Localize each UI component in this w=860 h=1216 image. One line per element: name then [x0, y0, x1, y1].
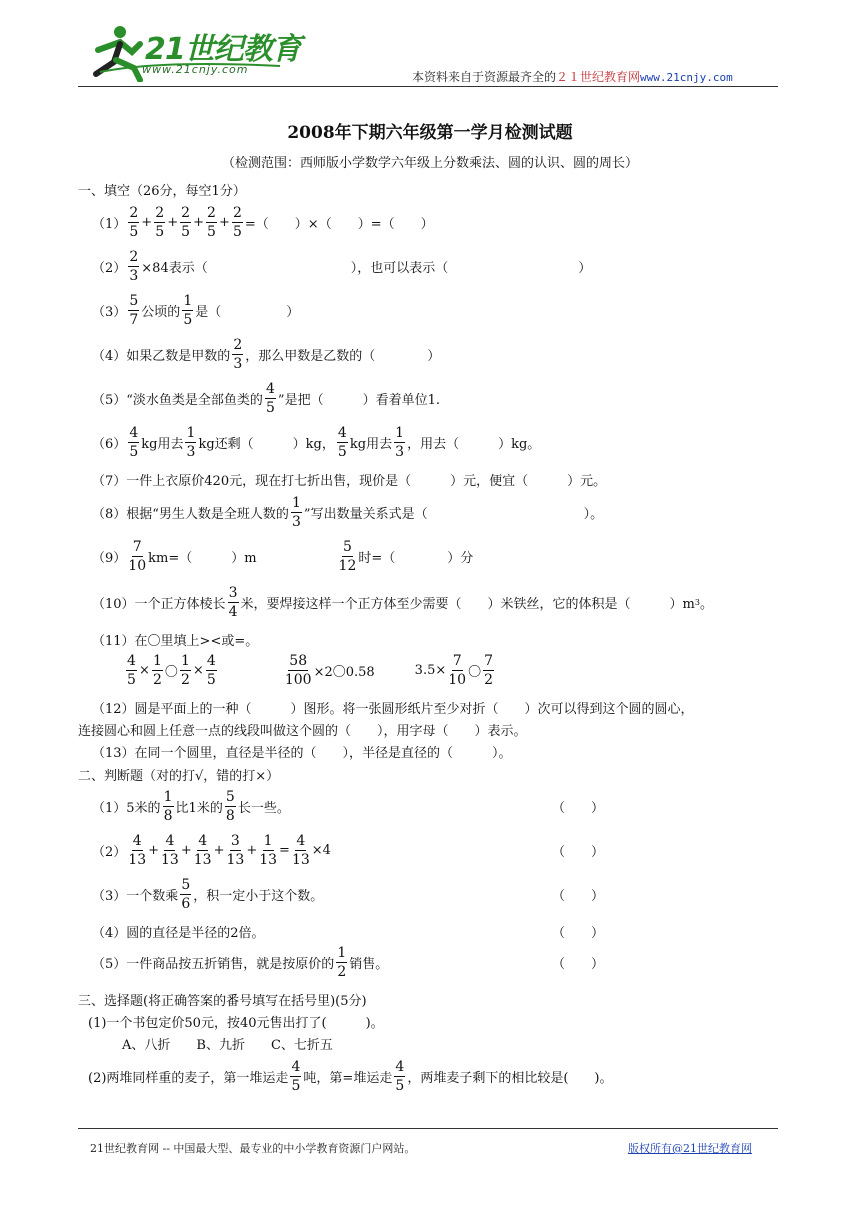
section-heading-fill: 一、填空（26分，每空1分） [78, 183, 246, 199]
fraction: $\frac{4}{5}$ [127, 652, 136, 688]
fraction: $\frac{2}{3}$ [233, 336, 243, 372]
fill-question-12-line-2: 连接圆心和圆上任意一点的线段叫做这个圆的（ ），用字母（ ）表示。 [78, 723, 527, 739]
section-heading-judge: 二、判断题（对的打√，错的打×） [78, 768, 280, 784]
judge-answer-5[interactable]: （ ） [552, 956, 605, 972]
judge-question-3: （3）一个数乘 $\frac{5}{6}$ ，积一定小于这个数。 [92, 876, 324, 912]
fraction: $\frac{4}{13}$ [128, 832, 147, 868]
judge-question-4: （4）圆的直径是半径的2倍。 [92, 925, 265, 941]
fraction: $\frac{4}{13}$ [161, 832, 179, 868]
judge-question-2: （2） $\frac{4}{13}$ + $\frac{4}{13}$ + $\frac{4}{13}$ + $\frac{3}{13}$ + $\frac{1}{13}$ = $\frac{4}{13}$ ×4 [92, 832, 331, 868]
fraction: $\frac{1}{5}$ [183, 292, 193, 328]
fraction: $\frac{1}{2}$ [337, 944, 347, 980]
judge-answer-1[interactable]: （ ） [552, 800, 605, 816]
fill-question-5: （5）“淡水鱼类是全部鱼类的 $\frac{4}{5}$ ”是把（ ）看着单位1. [92, 380, 440, 416]
fraction: $\frac{1}{3}$ [291, 494, 301, 530]
footer-copyright-link[interactable]: 版权所有@21世纪教育网 [628, 1142, 752, 1155]
choice-question-1-options: A、八折 B、九折 C、七折五 [122, 1037, 333, 1053]
fill-question-11: （11）在〇里填上> <或=。 [92, 633, 259, 649]
fraction: $\frac{2}{5}$ [232, 204, 242, 240]
fraction: $\frac{5}{8}$ [225, 788, 235, 824]
fraction: $\frac{3}{4}$ [228, 584, 238, 620]
fraction: $\frac{1}{3}$ [186, 424, 196, 460]
header-note: 本资料来自于资源最齐全的２１世纪教育网www.21cnjy.com [412, 70, 733, 84]
fill-question-1: （1） $\frac{2}{5}$ + $\frac{2}{5}$ + $\frac{2}{5}$ + $\frac{2}{5}$ + $\frac{2}{5}$ =（ ）×（ ）=（ ） [92, 204, 434, 240]
fill-question-8: （8）根据“男生人数是全班人数的 $\frac{1}{3}$ ”写出数量关系式是（ ）。 [92, 494, 604, 530]
fraction: $\frac{2}{5}$ [155, 204, 165, 240]
page-header [0, 0, 860, 100]
fill-question-11-items: $\frac{4}{5}$ × $\frac{1}{2}$ 〇 $\frac{1}{2}$ × $\frac{4}{5}$ $\frac{58}{100}$ ×2〇0.58 3.5× $\frac{7}{10}$ 〇 $\frac{7}{2}$ [127, 652, 494, 688]
footer-divider [78, 1128, 778, 1129]
fraction: $\frac{2}{3}$ [129, 248, 139, 284]
choice-question-2: (2)两堆同样重的麦子，第一堆运走 $\frac{4}{5}$ 吨，第=堆运走 $\frac{4}{5}$ ，两堆麦子剩下的相比较是( )。 [88, 1058, 613, 1094]
fraction: $\frac{7}{10}$ [448, 652, 467, 688]
header-site-name: ２１世纪教育网 [556, 70, 641, 84]
fraction: $\frac{3}{13}$ [226, 832, 245, 868]
fraction: $\frac{7}{10}$ [128, 538, 147, 574]
fill-question-2: （2） $\frac{2}{3}$ ×84表示（ ），也可以表示（ ） [92, 248, 592, 284]
logo-url: www.21cnjy.com [142, 63, 249, 76]
fraction: $\frac{4}{5}$ [291, 1058, 301, 1094]
judge-answer-4[interactable]: （ ） [552, 925, 605, 941]
fraction: $\frac{4}{5}$ [265, 380, 275, 416]
header-divider [78, 86, 778, 87]
choice-question-1: (1)一个书包定价50元，按40元售出打了( )。 [88, 1015, 384, 1031]
fraction: $\frac{5}{7}$ [129, 292, 139, 328]
section-heading-choice: 三、选择题(将正确答案的番号填写在括号里)(5分) [78, 993, 367, 1009]
fraction: $\frac{1}{8}$ [163, 788, 173, 824]
judge-question-5: （5）一件商品按五折销售，就是按原价的 $\frac{1}{2}$ 销售。 [92, 944, 389, 980]
fill-question-6: （6） $\frac{4}{5}$ kg用去 $\frac{1}{3}$ kg还剩（ ）kg， $\frac{4}{5}$ kg用去 $\frac{1}{3}$ ，用去（ ）kg。 [92, 424, 541, 460]
fill-question-12-line-1: （12）圆是平面上的一种（ ）图形。将一张圆形纸片至少对折（ ）次可以得到这个圆的圆心， [92, 701, 694, 717]
page-subtitle: （检测范围：西师版小学数学六年级上分数乘法、圆的认识、圆的周长） [221, 156, 638, 171]
fill-question-13: （13）在同一个圆里，直径是半径的（ ），半径是直径的（ ）。 [92, 745, 512, 761]
fraction: $\frac{2}{5}$ [181, 204, 191, 240]
logo-text: 21世纪教育 [145, 32, 301, 67]
judge-answer-3[interactable]: （ ） [552, 888, 605, 904]
fraction: $\frac{58}{100}$ [284, 652, 312, 688]
page-title: 2008年下期六年级第一学月检测试题 [287, 123, 573, 143]
fill-question-4: （4）如果乙数是甲数的 $\frac{2}{3}$ ，那么甲数是乙数的（ ） [92, 336, 441, 372]
fraction: $\frac{4}{5}$ [129, 424, 139, 460]
fraction: $\frac{2}{5}$ [129, 204, 139, 240]
fill-question-10: （10）一个正方体棱长 $\frac{3}{4}$ 米，要焊接这样一个正方体至少需要（ ）米铁丝，它的体积是（ ）m 3 。 [92, 584, 713, 620]
fraction: $\frac{4}{5}$ [206, 652, 216, 688]
footer-text: 21世纪教育网 -- 中国最大型、最专业的中小学教育资源门户网站。 [90, 1142, 416, 1155]
fraction: $\frac{4}{5}$ [395, 1058, 405, 1094]
fraction: $\frac{4}{5}$ [337, 424, 347, 460]
fraction: $\frac{1}{13}$ [259, 832, 278, 868]
fraction: $\frac{1}{2}$ [152, 652, 162, 688]
fraction: $\frac{1}{2}$ [180, 652, 190, 688]
judge-question-1: （1）5米的 $\frac{1}{8}$ 比1米的 $\frac{5}{8}$ 长一些。 [92, 788, 290, 824]
fraction: $\frac{5}{6}$ [181, 876, 191, 912]
header-site-link[interactable]: www.21cnjy.com [640, 71, 733, 84]
fill-question-7: （7）一件上衣原价420元，现在打七折出售，现价是（ ）元，便宜（ ）元。 [92, 473, 607, 489]
fraction: $\frac{2}{5}$ [207, 204, 216, 240]
judge-answer-2[interactable]: （ ） [552, 844, 605, 860]
fraction: $\frac{4}{13}$ [193, 832, 212, 868]
fraction: $\frac{1}{3}$ [395, 424, 405, 460]
fraction: $\frac{4}{13}$ [291, 832, 310, 868]
fraction: $\frac{5}{12}$ [338, 538, 357, 574]
fill-question-9: （9） $\frac{7}{10}$ km=（ ）m $\frac{5}{12}$ 时=（ ）分 [92, 538, 474, 574]
fraction: $\frac{7}{2}$ [484, 652, 494, 688]
fill-question-3: （3） $\frac{5}{7}$ 公顷的 $\frac{1}{5}$ 是（ ） [92, 292, 300, 328]
